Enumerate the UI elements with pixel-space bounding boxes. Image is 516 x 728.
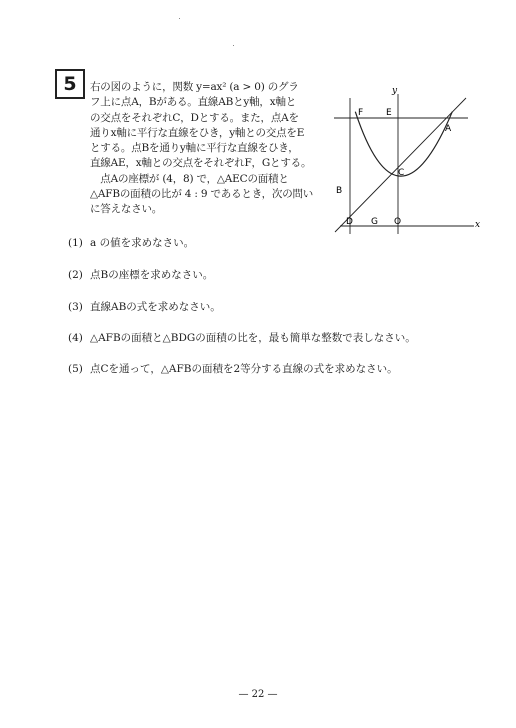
point-b-label: B	[336, 186, 343, 196]
question-number: (5)	[68, 363, 83, 375]
point-c-label: C	[398, 168, 405, 178]
parabola-figure	[334, 84, 484, 234]
point-g-label: G	[371, 217, 378, 227]
x-axis-label: x	[475, 220, 481, 230]
question-text: 直線ABの式を求めなさい。	[90, 301, 221, 313]
problem-number-box	[55, 69, 85, 99]
scan-speck	[179, 18, 180, 19]
point-d-label: D	[346, 217, 353, 227]
parabola-curve	[355, 112, 452, 176]
statement-line: △AFBの面積の比が 4 : 9 であるとき，次の問い	[90, 188, 314, 201]
question-2	[68, 268, 213, 282]
question-text: 点Bの座標を求めなさい。	[90, 269, 214, 281]
statement-line: とする。点Bを通りy軸に平行な直線をひき，	[90, 142, 299, 155]
question-3	[68, 300, 221, 314]
question-number: (4)	[68, 332, 83, 344]
question-4	[68, 331, 416, 345]
problem-statement	[90, 80, 330, 218]
statement-line: に答えなさい。	[90, 203, 163, 216]
question-text: △AFBの面積と△BDGの面積の比を，最も簡単な整数で表しなさい。	[90, 332, 416, 344]
point-f-label: F	[358, 108, 364, 118]
question-number: (3)	[68, 301, 83, 313]
question-text: 点Cを通って，△AFBの面積を2等分する直線の式を求めなさい。	[90, 363, 398, 375]
point-a-label: A	[445, 124, 452, 134]
y-axis-label: y	[392, 86, 398, 96]
question-number: (2)	[68, 269, 83, 281]
question-text: a の値を求めなさい。	[90, 237, 195, 249]
scan-speck	[233, 45, 234, 46]
point-o-label: O	[394, 217, 402, 227]
statement-line: 直線AE，x軸との交点をそれぞれF，Gとする。	[90, 157, 312, 170]
statement-line: の交点をそれぞれC，Dとする。また，点Aを	[90, 111, 299, 124]
question-1	[68, 236, 194, 250]
question-5	[68, 362, 398, 376]
page-number: — 22 —	[238, 689, 278, 700]
statement-line: 右の図のように，関数 y=ax² (a > 0) のグラ	[90, 81, 299, 93]
question-number: (1)	[68, 237, 83, 249]
statement-line: 通りx軸に平行な直線をひき，y軸との交点をE	[90, 126, 305, 139]
statement-line: フ上に点A，Bがある。直線ABとy軸，x軸と	[90, 96, 297, 109]
problem-number: 5	[63, 73, 77, 95]
statement-line: 点Aの座標が (4，8) で，△AECの面積と	[90, 172, 289, 185]
point-e-label: E	[386, 108, 392, 118]
